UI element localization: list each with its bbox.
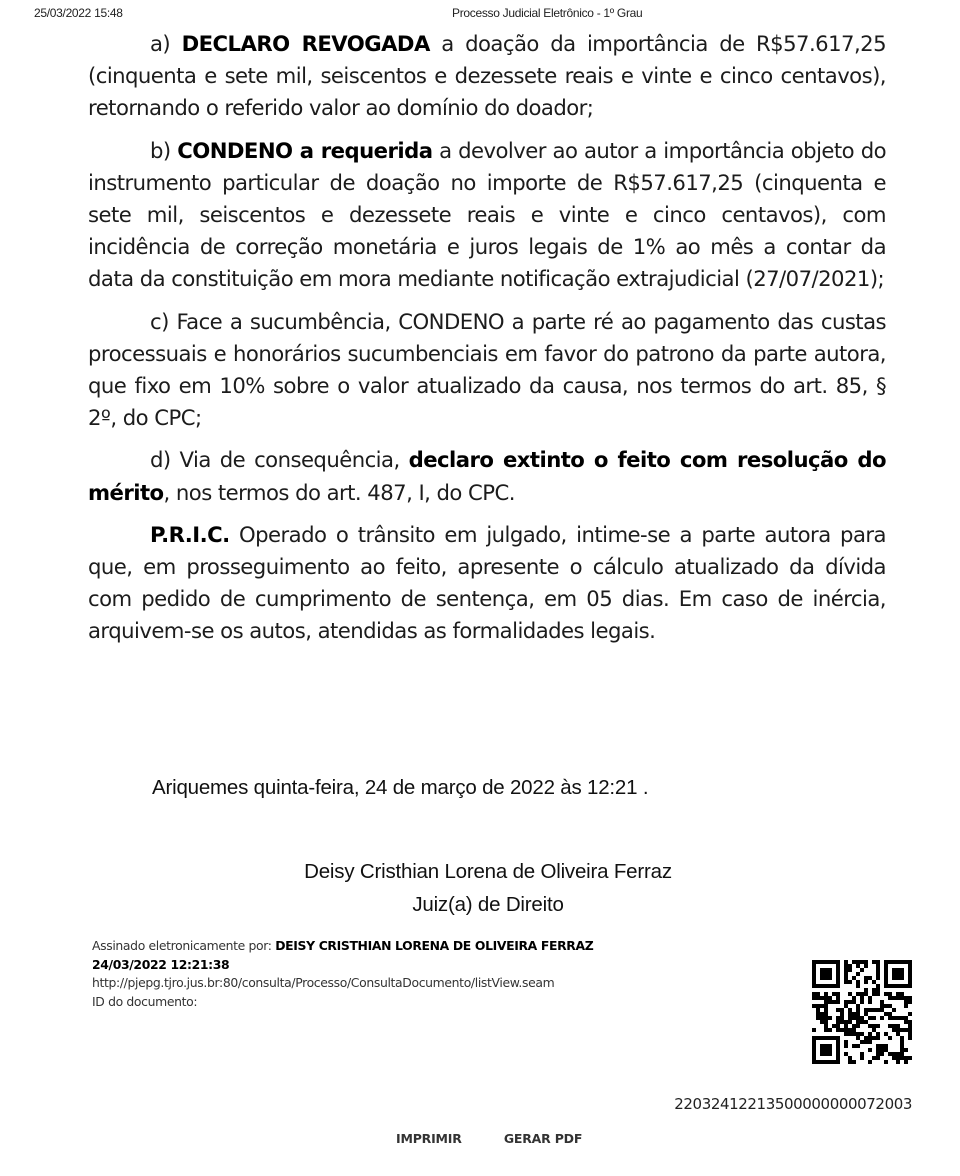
paragraph-a-label: a) — [150, 31, 171, 56]
paragraph-d-bold: declaro extinto o feito com resolução do mérito — [88, 447, 886, 505]
signed-at-value: 24/03/2022 12:21:38 — [92, 956, 230, 972]
document-body — [88, 28, 886, 658]
signed-at — [92, 956, 593, 975]
document-id-label: ID do documento: — [92, 993, 198, 1009]
paragraph-a-bold: DECLARO REVOGADA — [181, 31, 430, 56]
paragraph-b — [88, 135, 886, 296]
verification-url[interactable]: http://pjepg.tjro.jus.br:80/consulta/Processo/ConsultaDocumento/listView.seam — [92, 975, 555, 990]
document-actions — [396, 1131, 620, 1146]
header-title: Processo Judicial Eletrônico - 1º Grau — [452, 6, 643, 20]
print-button[interactable]: IMPRIMIR — [396, 1131, 462, 1146]
print-datetime: 25/03/2022 15:48 — [34, 6, 123, 20]
generate-pdf-button[interactable]: GERAR PDF — [503, 1131, 583, 1146]
paragraph-d-pre: d) Via de consequência, — [150, 447, 409, 473]
qr-code-icon — [812, 960, 912, 1064]
signed-by-name: DEISY CRISTHIAN LORENA DE OLIVEIRA FERRAZ — [275, 938, 594, 953]
paragraph-d — [88, 444, 886, 508]
paragraph-a-text: a doação da importância de R$57.617,25 (cinquenta e sete mil, seiscentos e dezessete reais e vinte e cinco centavos), retornando o referido valor ao domínio do doador; — [88, 31, 886, 121]
signed-by-label: Assinado eletronicamente por: — [92, 938, 276, 953]
paragraph-pric-bold: P.R.I.C. — [150, 521, 230, 547]
paragraph-d-text: , nos termos do art. 487, I, do CPC. — [163, 479, 515, 505]
paragraph-b-text: a devolver ao autor a importância objeto do instrumento particular de doação no importe de R$57.617,25 (cinquenta e sete mil, seiscentos e dezessete reais e vinte e cinco centavos), com incidência de correção monetária e juros legais de 1% ao mês a contar da data da constituição em mora mediante notificação extrajudicial (27/07/2021); — [88, 137, 887, 292]
paragraph-pric-text: Operado o trânsito em julgado, intime-se a parte autora para que, em prosseguimento ao feito, apresente o cálculo atualizado da dívida com pedido de cumprimento de sentença, em 05 dias. Em caso de inércia, arquivem-se os autos, atendidas as formalidades legais. — [88, 521, 886, 644]
paragraph-c: c) Face a sucumbência, CONDENO a parte ré ao pagamento das custas processuais e honorários sucumbenciais em favor do patrono da parte autora, que fixo em 10% sobre o valor atualizado da causa, nos termos do art. 85, § 2º, do CPC; — [88, 308, 886, 431]
paragraph-b-label: b) — [150, 137, 171, 163]
signer-name: Deisy Cristhian Lorena de Oliveira Ferraz — [304, 860, 672, 883]
paragraph-pric — [88, 519, 886, 648]
electronic-signature — [92, 937, 593, 1011]
paragraph-b-bold: CONDENO a requerida — [177, 137, 433, 163]
signed-by-line — [92, 937, 593, 956]
place-date: Ariquemes quinta-feira, 24 de março de 2022 às 12:21 . — [152, 776, 649, 799]
document-number: 22032412213500000000072003 — [674, 1095, 912, 1113]
signer-role: Juiz(a) de Direito — [412, 893, 564, 916]
paragraph-a — [88, 28, 886, 125]
